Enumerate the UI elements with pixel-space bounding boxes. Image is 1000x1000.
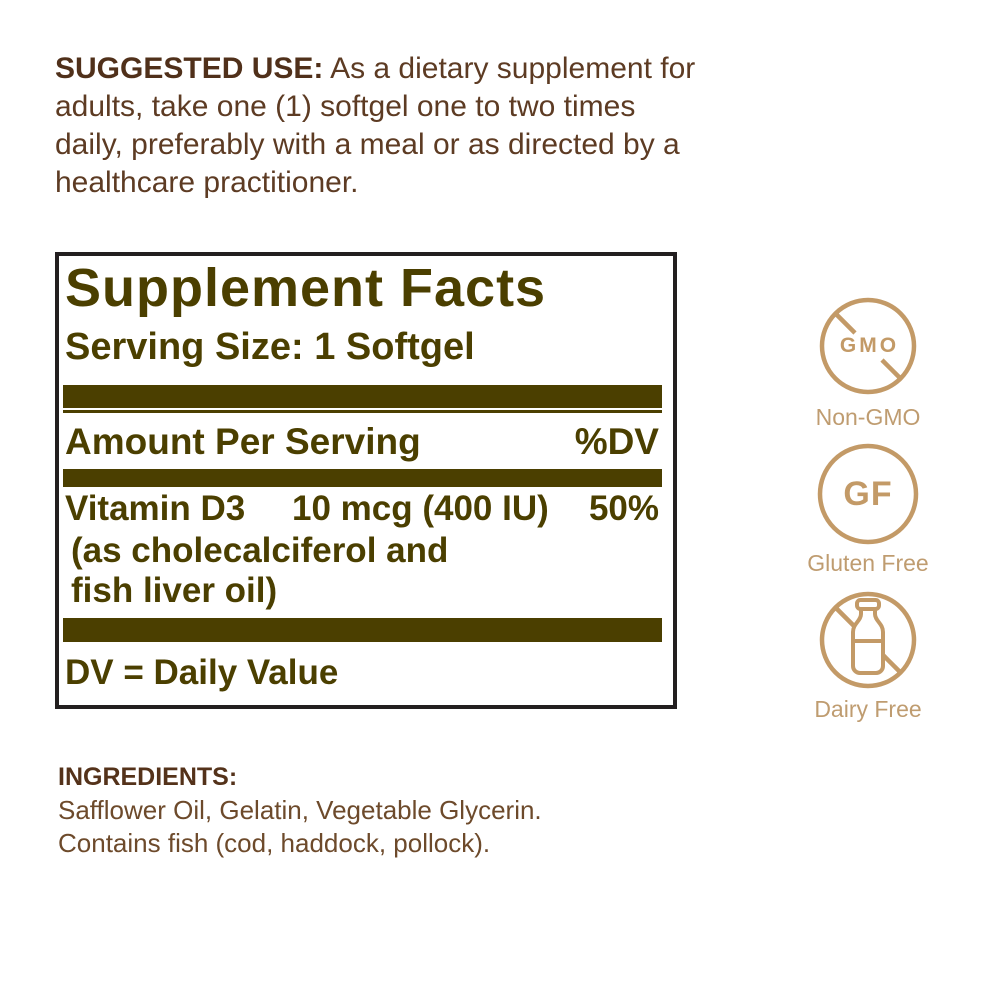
gluten-free-label: Gluten Free: [807, 550, 929, 576]
suggested-use-line-2: adults, take one (1) softgel one to two times: [55, 90, 636, 123]
ingredients-line-2: Contains fish (cod, haddock, pollock).: [58, 828, 491, 858]
thick-rule-top: [63, 385, 662, 408]
medium-rule: [63, 469, 662, 487]
nutrient-detail-line-1: (as cholecalciferol and: [71, 531, 449, 570]
amount-per-serving-label: Amount Per Serving: [65, 421, 421, 462]
facts-header-row: [65, 420, 659, 464]
ingredients-heading: INGREDIENTS:: [58, 763, 238, 791]
suggested-use-heading: SUGGESTED USE:: [55, 52, 324, 85]
dairy-free-label: Dairy Free: [814, 696, 922, 722]
nutrient-detail-line-2: fish liver oil): [71, 571, 278, 610]
gf-circle-text: GF: [843, 474, 893, 513]
serving-size: Serving Size: 1 Softgel: [65, 326, 475, 368]
nutrient-row-vitamin-d3: [65, 488, 659, 530]
nutrient-dv-value: 50%: [588, 489, 659, 528]
ingredients-section: [58, 760, 542, 860]
milk-bottle-slashed-icon: [816, 588, 920, 692]
suggested-use-paragraph: [55, 50, 795, 202]
suggested-use-line-1: [55, 50, 795, 88]
thin-rule: [63, 410, 662, 413]
percent-dv-label: %DV: [574, 421, 659, 462]
nutrient-amount: 10 mcg (400 IU): [292, 489, 549, 528]
suggested-use-line-4: healthcare practitioner.: [55, 166, 359, 199]
supplement-facts-panel: [55, 252, 677, 709]
supplement-facts-title: Supplement Facts: [65, 258, 547, 318]
daily-value-footnote: DV = Daily Value: [65, 653, 339, 692]
ingredients-line-1: Safflower Oil, Gelatin, Vegetable Glycerin.: [58, 795, 542, 825]
thick-rule-bottom: [63, 618, 662, 642]
suggested-use-line-3: daily, preferably with a meal or as directed by a: [55, 128, 680, 161]
suggested-use-line-1-text: As a dietary supplement for: [330, 52, 696, 85]
non-gmo-label: Non-GMO: [815, 404, 921, 430]
nutrient-name: Vitamin D3: [65, 489, 246, 528]
gmo-circle-text: GMO: [839, 334, 900, 357]
